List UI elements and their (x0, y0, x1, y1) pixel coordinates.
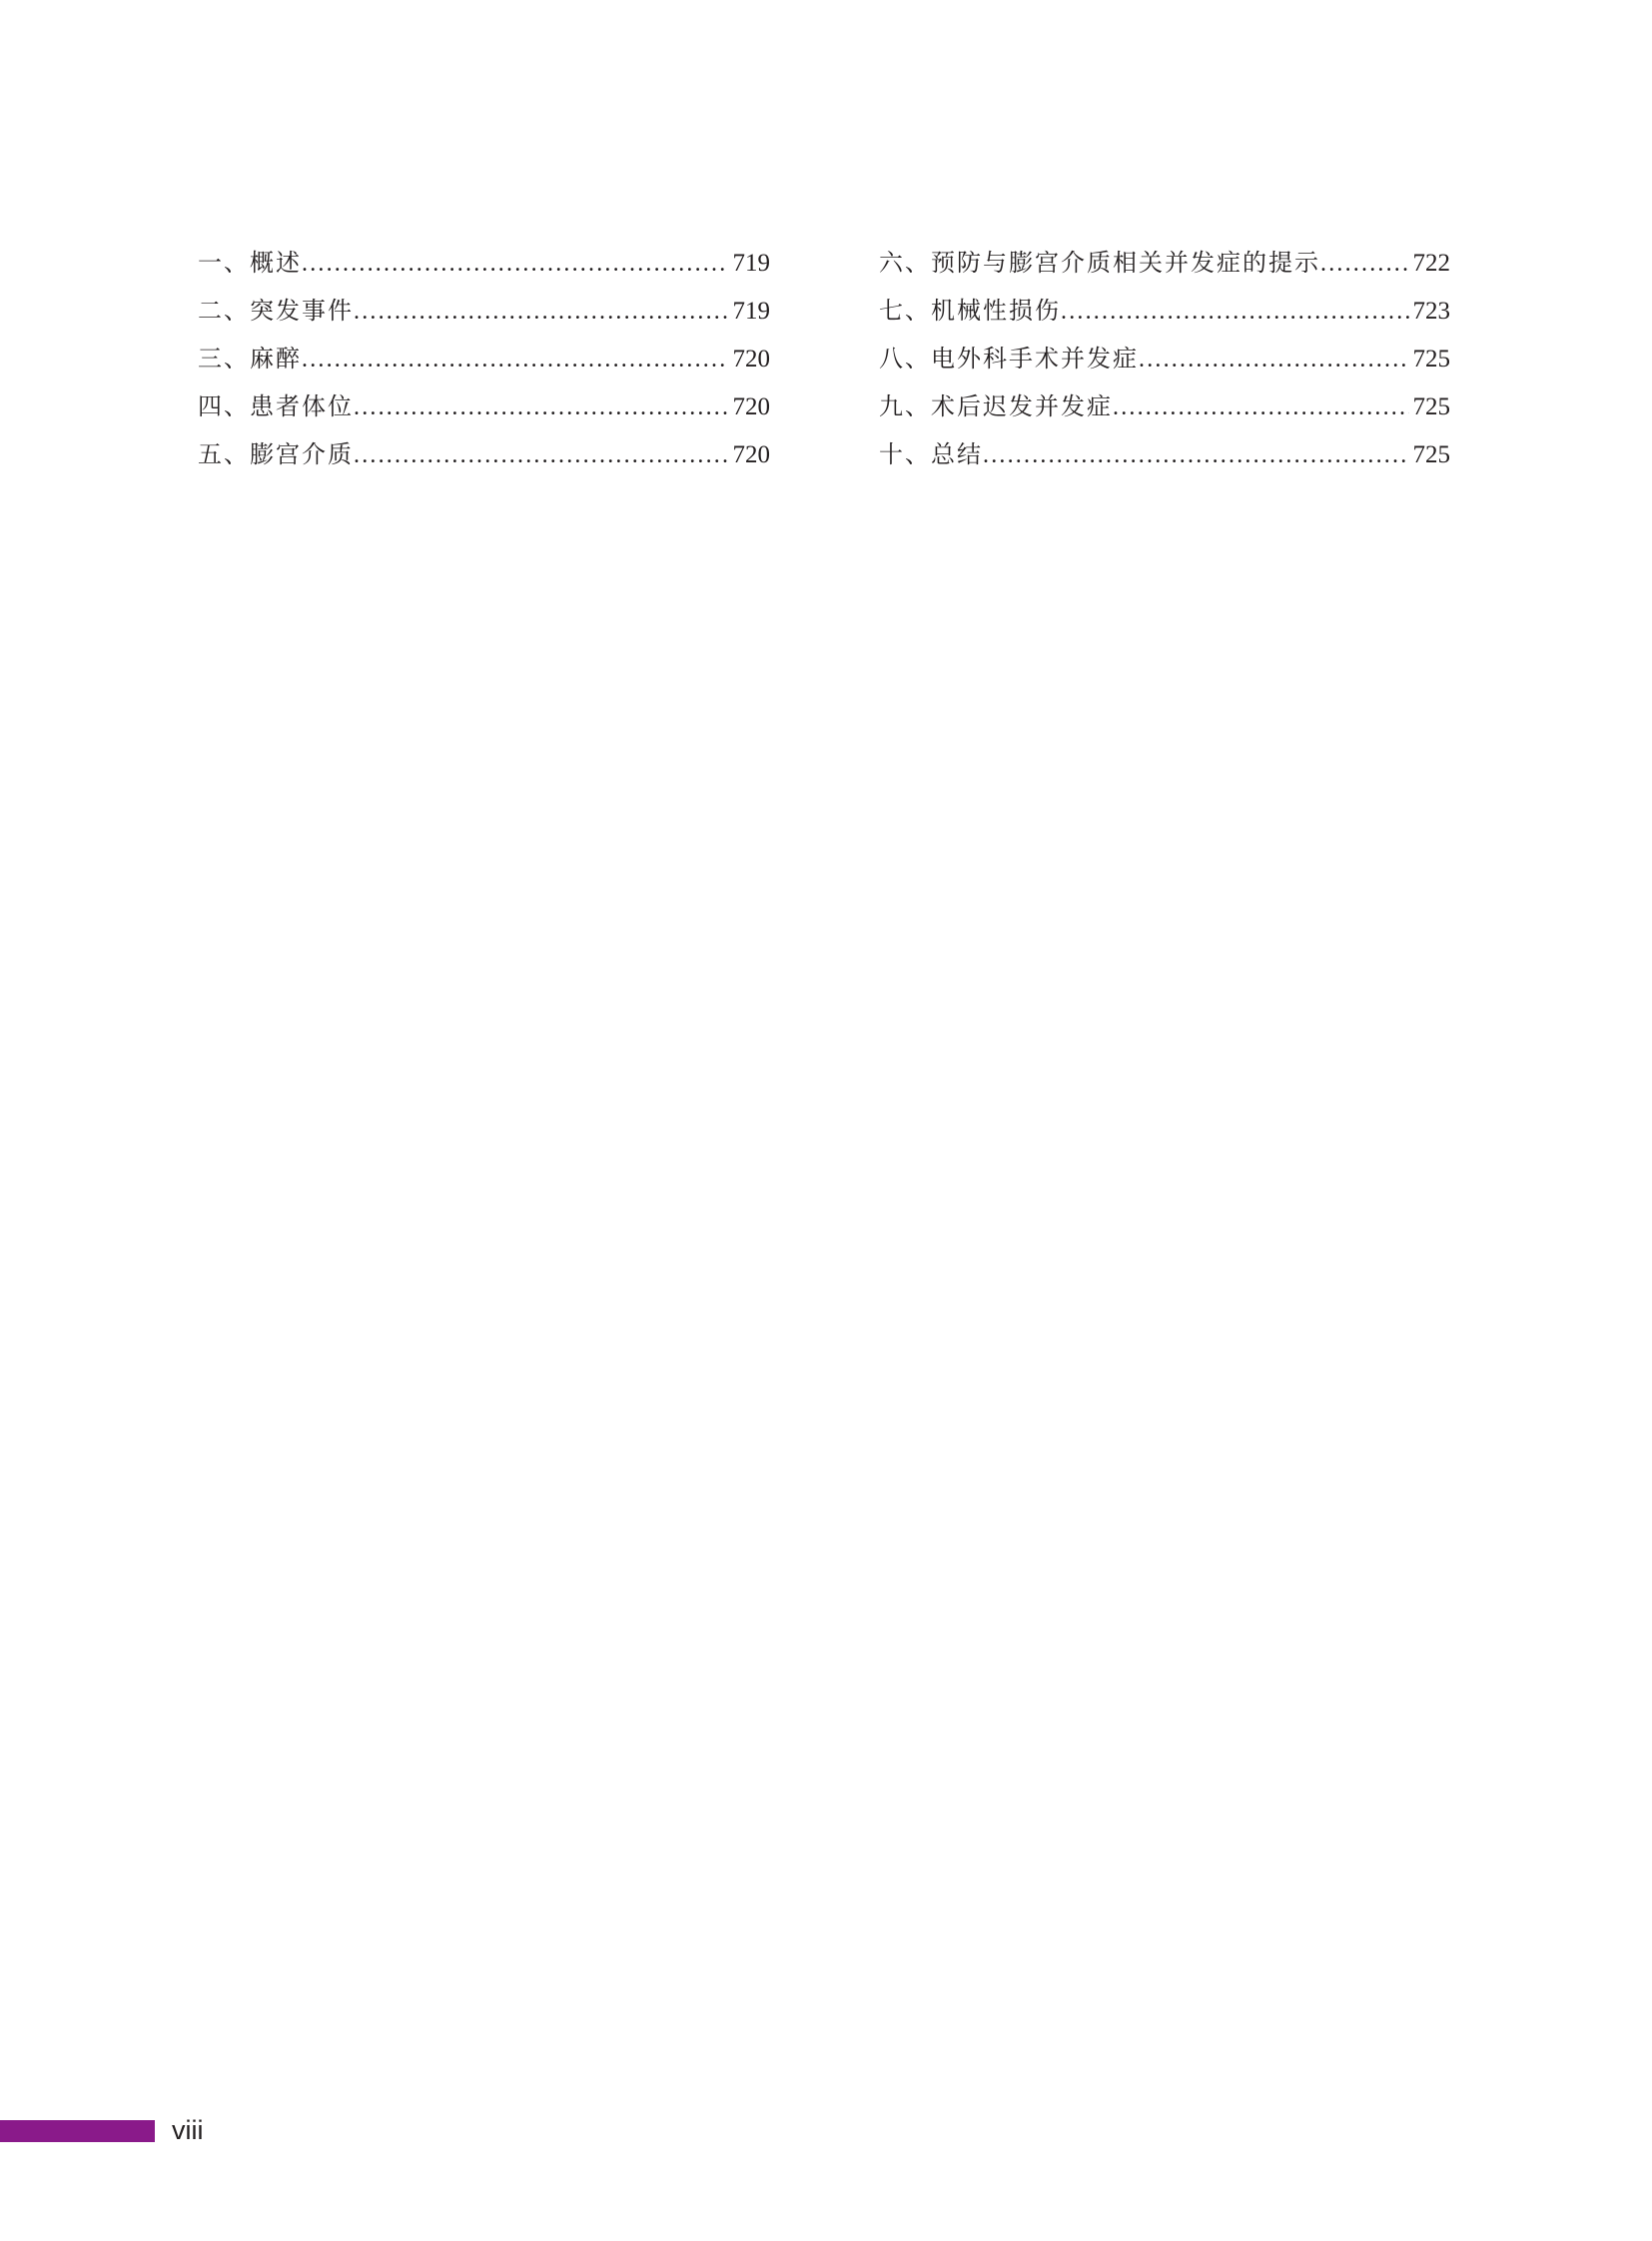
toc-entry-title: 九、术后迟发并发症 (879, 392, 1113, 420)
toc-entry[interactable] (879, 246, 1450, 294)
toc-entry-title: 二、突发事件 (198, 297, 354, 325)
toc-dot-leader (983, 438, 1409, 472)
toc-entry-page: 723 (1412, 298, 1450, 325)
toc-entry-page: 719 (732, 298, 770, 325)
toc-entry-page: 725 (1412, 393, 1450, 420)
toc-dot-leader (1061, 295, 1409, 329)
footer-accent-bar (0, 2120, 155, 2142)
toc-entry-page: 725 (1412, 441, 1450, 468)
toc-dot-leader (354, 438, 729, 472)
toc-entry[interactable] (198, 437, 770, 485)
toc-dot-leader (354, 390, 729, 424)
toc-entry-title: 八、电外科手术并发症 (879, 345, 1139, 373)
toc-entry-title: 三、麻醉 (198, 345, 302, 373)
toc-entry[interactable] (198, 294, 770, 342)
toc-entry[interactable] (879, 389, 1450, 437)
toc-entry-page: 722 (1412, 250, 1450, 277)
toc-entry-title: 六、预防与膨宫介质相关并发症的提示 (879, 249, 1320, 277)
toc-dot-leader (302, 343, 729, 376)
toc-entry[interactable] (879, 294, 1450, 342)
toc-dot-leader (1139, 343, 1409, 376)
toc-entry[interactable] (198, 342, 770, 389)
toc-dot-leader (302, 247, 729, 281)
toc-right-column (879, 246, 1450, 485)
toc-entry-title: 四、患者体位 (198, 392, 354, 420)
toc-entry-title: 一、概述 (198, 249, 302, 277)
toc-entry-title: 五、膨宫介质 (198, 440, 354, 468)
toc-entry[interactable] (198, 389, 770, 437)
toc-left-column (198, 246, 770, 485)
toc-entry[interactable] (879, 342, 1450, 389)
toc-entry-title: 七、机械性损伤 (879, 297, 1061, 325)
toc-dot-leader (354, 295, 729, 329)
toc-entry-page: 720 (732, 441, 770, 468)
toc-dot-leader (1320, 247, 1409, 281)
toc-entry-page: 720 (732, 346, 770, 373)
toc-entry[interactable] (198, 246, 770, 294)
toc-entry-page: 725 (1412, 346, 1450, 373)
toc-dot-leader (1113, 390, 1409, 424)
toc-entry-page: 720 (732, 393, 770, 420)
toc-entry-title: 十、总结 (879, 440, 983, 468)
footer-page-number: viii (172, 2115, 204, 2145)
toc-entry[interactable] (879, 437, 1450, 485)
toc-entry-page: 719 (732, 250, 770, 277)
